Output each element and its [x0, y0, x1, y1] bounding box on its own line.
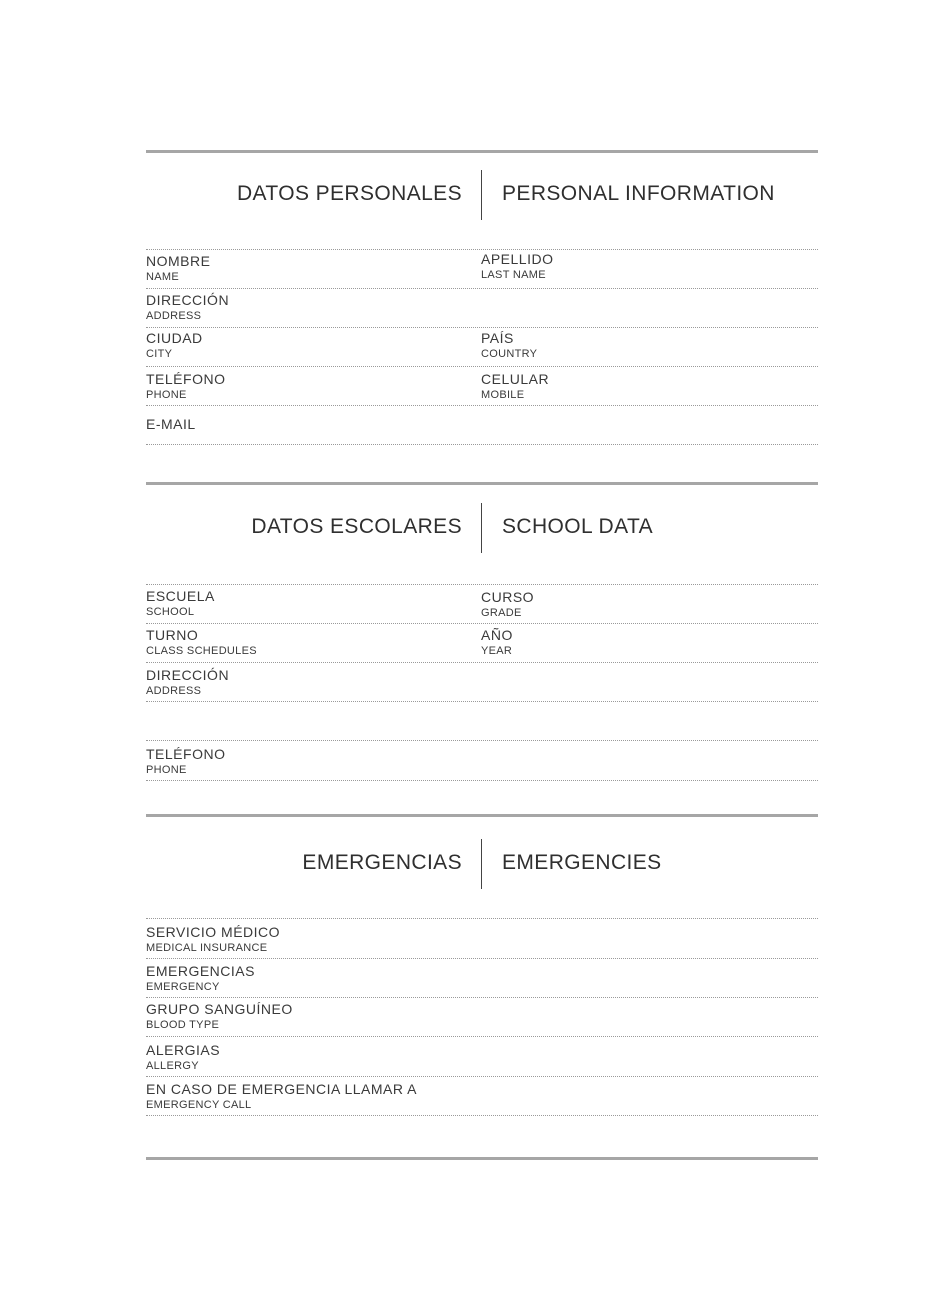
field-line — [146, 1115, 818, 1116]
emergency-title-en: EMERGENCIES — [502, 851, 662, 874]
school-title-en: SCHOOL DATA — [502, 515, 654, 538]
school-phone-label-en: PHONE — [146, 764, 187, 776]
field-line — [146, 623, 818, 624]
school-address-label-en: ADDRESS — [146, 685, 202, 697]
personal-heading — [146, 170, 818, 220]
blood-label-es: GRUPO SANGUÍNEO — [146, 1001, 293, 1017]
field-line — [146, 288, 818, 289]
field-line — [146, 780, 818, 781]
field-line — [146, 1076, 818, 1077]
school-label-es: ESCUELA — [146, 588, 215, 604]
school-address-field[interactable] — [146, 667, 229, 699]
school-address-label-es: DIRECCIÓN — [146, 667, 230, 683]
emergency-heading — [146, 839, 818, 889]
school-label-en: SCHOOL — [146, 606, 195, 618]
year-label-en: YEAR — [481, 645, 513, 657]
country-label-en: COUNTRY — [481, 348, 538, 360]
field-line — [146, 584, 818, 585]
schedule-label-en: CLASS SCHEDULES — [146, 645, 257, 657]
email-field[interactable] — [146, 416, 196, 433]
country-field[interactable] — [481, 330, 537, 362]
field-line — [146, 327, 818, 328]
name-label-es: NOMBRE — [146, 253, 211, 269]
heading-divider — [481, 503, 482, 553]
school-phone-field[interactable] — [146, 746, 225, 778]
last-name-field[interactable] — [481, 251, 553, 283]
email-label-es: E-MAIL — [146, 416, 196, 432]
field-line — [146, 701, 818, 702]
medical-label-es: SERVICIO MÉDICO — [146, 924, 281, 940]
field-line — [146, 1036, 818, 1037]
mobile-label-es: CELULAR — [481, 371, 550, 387]
schedule-label-es: TURNO — [146, 627, 199, 643]
school-heading — [146, 503, 818, 553]
section-rule — [146, 150, 818, 153]
medical-label-en: MEDICAL INSURANCE — [146, 942, 268, 954]
section-rule — [146, 482, 818, 485]
city-label-en: CITY — [146, 348, 173, 360]
school-phone-label-es: TELÉFONO — [146, 746, 226, 762]
field-line — [146, 958, 818, 959]
field-line — [146, 740, 818, 741]
phone-label-es: TELÉFONO — [146, 371, 226, 387]
heading-divider — [481, 170, 482, 220]
city-label-es: CIUDAD — [146, 330, 203, 346]
school-field[interactable] — [146, 588, 215, 620]
last-name-label-en: LAST NAME — [481, 269, 546, 281]
field-line — [146, 997, 818, 998]
field-line — [146, 444, 818, 445]
year-label-es: AÑO — [481, 627, 513, 643]
name-label-en: NAME — [146, 271, 179, 283]
field-line — [146, 366, 818, 367]
name-field[interactable] — [146, 253, 210, 285]
section-rule — [146, 1157, 818, 1160]
medical-insurance-field[interactable] — [146, 924, 280, 956]
allergy-label-es: ALERGIAS — [146, 1042, 221, 1058]
blood-label-en: BLOOD TYPE — [146, 1019, 220, 1031]
school-title-es: DATOS ESCOLARES — [251, 515, 462, 538]
emergency-call-label-es: EN CASO DE EMERGENCIA LLAMAR A — [146, 1081, 417, 1097]
personal-title-en: PERSONAL INFORMATION — [502, 182, 775, 205]
field-line — [146, 405, 818, 406]
allergy-label-en: ALLERGY — [146, 1060, 199, 1072]
phone-field[interactable] — [146, 371, 225, 403]
mobile-field[interactable] — [481, 371, 549, 403]
address-field[interactable] — [146, 292, 229, 324]
year-field[interactable] — [481, 627, 513, 659]
emergency-title-es: EMERGENCIAS — [302, 851, 462, 874]
address-label-en: ADDRESS — [146, 310, 202, 322]
grade-label-en: GRADE — [481, 607, 522, 619]
address-label-es: DIRECCIÓN — [146, 292, 230, 308]
personal-title-es: DATOS PERSONALES — [236, 182, 462, 205]
emergency-field[interactable] — [146, 963, 255, 995]
grade-label-es: CURSO — [481, 589, 535, 605]
field-line — [146, 662, 818, 663]
allergy-field[interactable] — [146, 1042, 220, 1074]
heading-divider — [481, 839, 482, 889]
phone-label-en: PHONE — [146, 389, 187, 401]
field-line — [146, 918, 818, 919]
section-rule — [146, 814, 818, 817]
blood-type-field[interactable] — [146, 1001, 293, 1033]
field-line — [146, 249, 818, 250]
mobile-label-en: MOBILE — [481, 389, 525, 401]
emergency-label-es: EMERGENCIAS — [146, 963, 255, 979]
last-name-label-es: APELLIDO — [481, 251, 554, 267]
class-schedule-field[interactable] — [146, 627, 257, 659]
country-label-es: PAÍS — [481, 330, 514, 346]
emergency-call-field[interactable] — [146, 1081, 417, 1113]
city-field[interactable] — [146, 330, 203, 362]
grade-field[interactable] — [481, 589, 534, 621]
emergency-call-label-en: EMERGENCY CALL — [146, 1099, 252, 1111]
emergency-label-en: EMERGENCY — [146, 981, 220, 993]
